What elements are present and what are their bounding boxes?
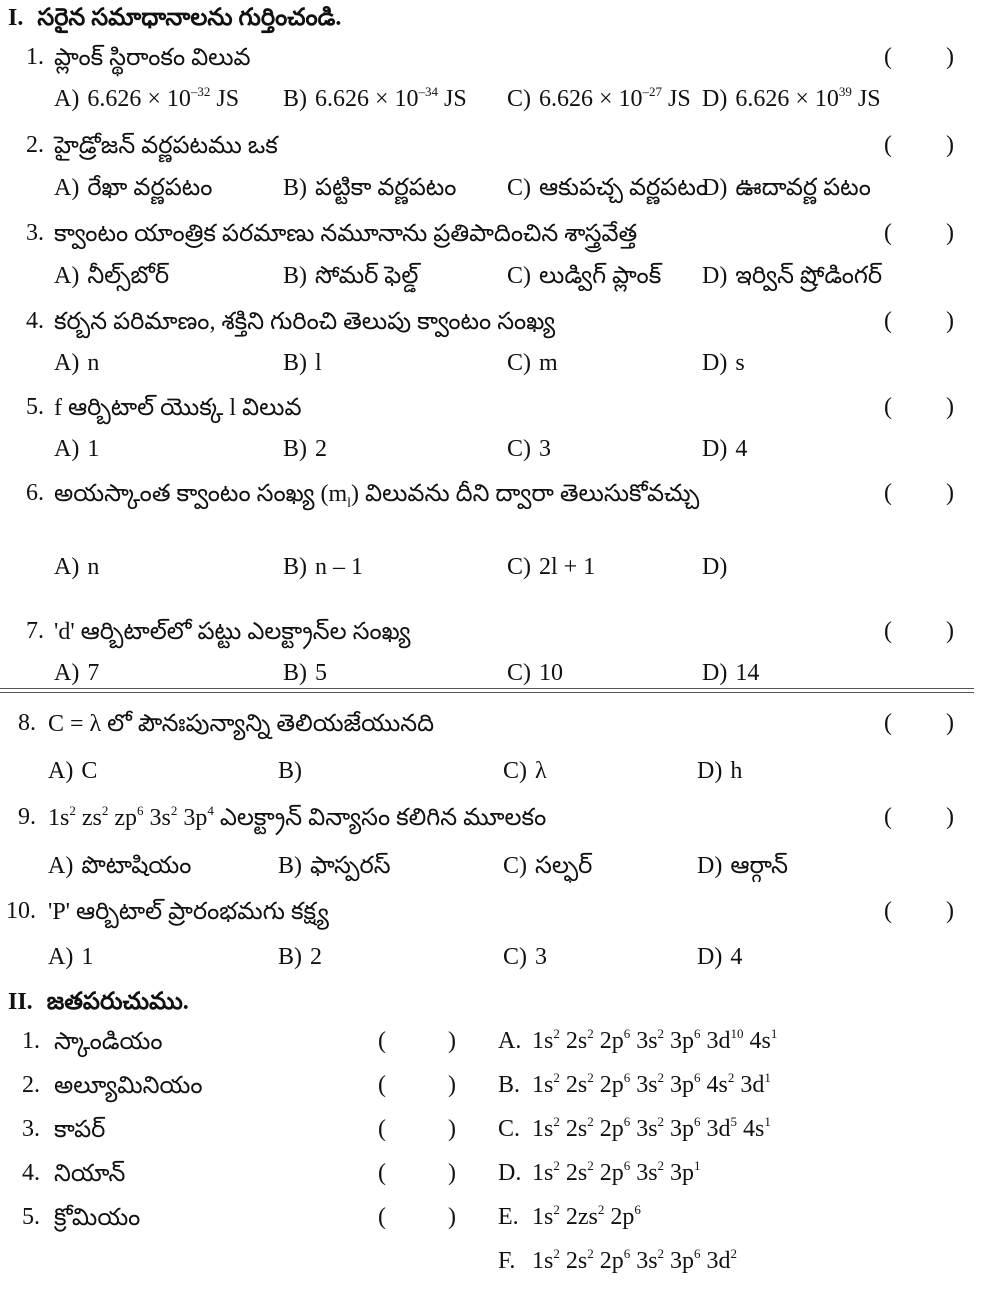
option-b: B) పట్టికా వర్ణపటం — [283, 175, 457, 201]
orbital-electrons: 1 — [694, 1158, 701, 1173]
match-number: 1. — [22, 1028, 40, 1054]
orbital-electrons: 6 — [694, 1114, 701, 1129]
option-d: D) 4 — [702, 436, 748, 462]
orbital: 4s — [749, 1028, 771, 1054]
option-d: D) s — [702, 350, 745, 376]
question-number: 4. — [26, 308, 44, 334]
orbital-electrons: 1 — [770, 1026, 778, 1041]
orbital-electrons: 2 — [657, 1114, 665, 1129]
orbital-electrons: 6 — [634, 1202, 641, 1217]
option-c: C) లుడ్విగ్ ప్లాంక్ — [507, 263, 662, 289]
orbital-electrons: 5 — [730, 1114, 738, 1129]
option-c: C) 3 — [503, 944, 547, 970]
orbital: 3s — [636, 1248, 658, 1274]
match-row-4: 4. నియాన్ ( ) D. $1s^2$ $2s^2$ $2p^6$ $3s^2$ $3p^1$ — [0, 1160, 1000, 1200]
option-d: D) $6.626 \times 10^{39}$ JS — [702, 84, 881, 112]
orbital-electrons: 2 — [657, 1070, 665, 1085]
orbital-electrons: 2 — [657, 1246, 665, 1261]
orbital: 3p — [670, 1116, 695, 1142]
match-number: 5. — [22, 1204, 40, 1230]
orbital-electrons: 2 — [553, 1158, 560, 1173]
option-d: D) ఇర్విన్ ష్రోడింగర్ — [702, 263, 883, 289]
option-a: A) n — [54, 554, 100, 580]
orbital: 3p — [670, 1028, 695, 1054]
option-d: D) 4 — [697, 944, 743, 970]
options-4 — [0, 350, 1000, 384]
option-a: A) 1 — [54, 436, 100, 462]
orbital: 1s — [532, 1116, 554, 1142]
option-b: B) 2 — [283, 436, 327, 462]
orbital: 1s — [532, 1028, 554, 1054]
orbital-electrons: 2 — [587, 1026, 594, 1041]
option-a: A) రేఖా వర్ణపటం — [54, 175, 213, 201]
orbital-electrons: 2 — [101, 803, 109, 818]
option-d: D) ఊదావర్ణ పటం — [702, 175, 871, 201]
section-1-roman: I. — [8, 5, 24, 31]
orbital: 2s — [565, 1248, 588, 1274]
options-3 — [0, 262, 1000, 296]
orbital: 1s — [48, 805, 70, 831]
orbital-electrons: 6 — [694, 1026, 701, 1041]
option-a: A) నీల్స్‌బోర్ — [54, 263, 170, 289]
orbital-electrons: 2 — [597, 1202, 605, 1217]
match-config — [532, 1248, 737, 1275]
match-number: 2. — [22, 1072, 40, 1098]
option-d: D) ఆర్గాన్ — [697, 853, 788, 879]
orbital: 3p — [670, 1160, 695, 1186]
option-b: B) $6.626 \times 10^{-34}$ JS — [283, 84, 467, 112]
options-9 — [0, 852, 1000, 886]
orbital-electrons: 2 — [170, 803, 178, 818]
match-number: 3. — [22, 1116, 40, 1142]
orbital: 1s — [532, 1072, 554, 1098]
question-9: 9. $1s^2$ $zs^2$ $zp^6$ $3s^2$ $3p^4$ ఎలక్ట్రాన్ విన్యాసం కలిగిన మూలకం ( ) — [0, 804, 1000, 838]
options-1 — [0, 86, 1000, 120]
orbital: 3p — [670, 1248, 695, 1274]
orbital: 3p — [670, 1072, 695, 1098]
option-b: B) — [278, 758, 302, 784]
orbital: zp — [114, 805, 137, 831]
match-row-1: 1. స్కాండియం ( ) A. $1s^2$ $2s^2$ $2p^6$ $3s^2$ $3p^6$ $3d^{10}$ $4s^1$ — [0, 1028, 1000, 1068]
options-5 — [0, 436, 1000, 470]
match-config — [532, 1160, 701, 1187]
orbital: 1s — [532, 1248, 554, 1274]
options-8 — [0, 758, 1000, 792]
option-a: A) 7 — [54, 660, 100, 686]
options-6 — [0, 554, 1000, 588]
orbital-electrons: 10 — [730, 1026, 744, 1041]
question-8: 8. C = λ లో పౌనఃపున్యాన్ని తెలియజేయునది ( ) — [0, 710, 1000, 744]
match-item: నియాన్ — [54, 1161, 126, 1187]
orbital: 2p — [599, 1028, 624, 1054]
match-item: అల్యూమినియం — [54, 1073, 203, 1099]
match-item: కాపర్ — [54, 1117, 106, 1143]
question-text: C = λ లో పౌనఃపున్యాన్ని తెలియజేయునది — [48, 711, 435, 737]
option-a: A) n — [54, 350, 100, 376]
orbital-electrons: 1 — [764, 1070, 771, 1085]
orbital: 2p — [610, 1204, 635, 1230]
match-item: స్కాండియం — [54, 1029, 163, 1055]
orbital: 3s — [636, 1116, 658, 1142]
question-number: 7. — [26, 618, 44, 644]
orbital: 2p — [599, 1072, 624, 1098]
orbital-electrons: 2 — [553, 1070, 560, 1085]
option-d: D) 14 — [702, 660, 760, 686]
option-b: B) n – 1 — [283, 554, 363, 580]
question-text: 'd' ఆర్బిటాల్‌లో పట్టు ఎలక్ట్రాన్‌ల సంఖ్య — [54, 619, 411, 645]
orbital: 3s — [636, 1028, 658, 1054]
orbital: 3d — [706, 1116, 731, 1142]
match-key: E. — [498, 1204, 519, 1230]
option-a: A) $6.626 \times 10^{-32}$ JS — [54, 84, 240, 112]
option-a: A) C — [48, 758, 98, 784]
orbital-electrons: 6 — [694, 1070, 701, 1085]
match-config — [532, 1028, 777, 1055]
question-number: 1. — [26, 44, 44, 70]
orbital-electrons: 2 — [553, 1202, 560, 1217]
option-b: B) ఫాస్పరస్ — [278, 853, 391, 879]
match-row-5: 5. క్రోమియం ( ) E. $1s^2$ $2zs^2$ $2p^6$ — [0, 1204, 1000, 1244]
orbital: zs — [81, 805, 102, 831]
option-c: C) ఆకుపచ్చ వర్ణపటం — [507, 175, 709, 201]
question-text: అయస్కాంత క్వాంటం సంఖ్య $(m_l)$ విలువను దీని ద్వారా తెలుసుకోవచ్చు — [54, 481, 700, 511]
orbital-electrons: 2 — [727, 1070, 735, 1085]
orbital: 3s — [149, 805, 171, 831]
orbital-electrons: 4 — [207, 803, 214, 818]
orbital: 2s — [565, 1028, 588, 1054]
section-2-heading: జతపరుచుము. — [46, 989, 189, 1015]
question-5: 5. f ఆర్బిటాల్ యొక్క l విలువ ( ) — [0, 394, 1000, 428]
option-b: B) l — [283, 350, 322, 376]
question-text: $1s^2$ $zs^2$ $zp^6$ $3s^2$ $3p^4$ ఎలక్ట్రాన్ విన్యాసం కలిగిన మూలకం — [48, 803, 547, 831]
orbital-electrons: 2 — [587, 1246, 594, 1261]
match-config — [532, 1204, 641, 1231]
orbital: 3s — [636, 1072, 658, 1098]
question-number: 10. — [6, 898, 36, 924]
question-number: 3. — [26, 220, 44, 246]
option-c: C) 3 — [507, 436, 551, 462]
orbital: 3d — [706, 1028, 731, 1054]
match-key: A. — [498, 1028, 522, 1054]
orbital: 1s — [532, 1160, 554, 1186]
orbital-electrons: 6 — [694, 1246, 701, 1261]
orbital-electrons: 2 — [69, 803, 76, 818]
orbital: 3d — [706, 1248, 731, 1274]
orbital-electrons: 2 — [587, 1114, 594, 1129]
section-1-title — [8, 4, 341, 37]
orbital-electrons: 6 — [623, 1026, 631, 1041]
match-row-2: 2. అల్యూమినియం ( ) B. $1s^2$ $2s^2$ $2p^6$ $3s^2$ $3p^6$ $4s^2$ $3d^1$ — [0, 1072, 1000, 1112]
section-2-roman: II. — [8, 989, 33, 1015]
option-d: D) h — [697, 758, 743, 784]
option-c: C) m — [507, 350, 558, 376]
match-config — [532, 1072, 771, 1099]
question-text: 'P' ఆర్బిటాల్ ప్రారంభమగు కక్ష్య — [48, 899, 329, 925]
orbital-electrons: 2 — [553, 1026, 560, 1041]
orbital: 3p — [183, 805, 208, 831]
question-1: 1. ప్లాంక్ స్థిరాంకం విలువ ( ) — [0, 44, 1000, 78]
orbital: 2p — [599, 1160, 624, 1186]
question-text: క్వాంటం యాంత్రిక పరమాణు నమూనాను ప్రతిపాదించిన శాస్త్రవేత్త — [54, 221, 638, 247]
option-a: A) 1 — [48, 944, 94, 970]
match-key: F. — [498, 1248, 516, 1274]
orbital: 2p — [599, 1248, 624, 1274]
orbital-electrons: 2 — [587, 1158, 594, 1173]
orbital-electrons: 2 — [553, 1246, 560, 1261]
option-b: B) 2 — [278, 944, 322, 970]
question-4: 4. కర్బన పరిమాణం, శక్తిని గురించి తెలుపు క్వాంటం సంఖ్య ( ) — [0, 308, 1000, 342]
orbital: 2s — [565, 1072, 588, 1098]
question-number: 2. — [26, 132, 44, 158]
option-c: C) సల్ఫర్ — [503, 853, 593, 879]
orbital: 1s — [532, 1204, 554, 1230]
orbital-electrons: 1 — [764, 1114, 771, 1129]
orbital: 3s — [636, 1160, 658, 1186]
orbital: 2p — [599, 1116, 624, 1142]
match-key: B. — [498, 1072, 521, 1098]
options-10 — [0, 944, 1000, 978]
question-3: 3. క్వాంటం యాంత్రిక పరమాణు నమూనాను ప్రతిపాదించిన శాస్త్రవేత్త ( ) — [0, 220, 1000, 254]
options-2 — [0, 174, 1000, 208]
question-6: 6. అయస్కాంత క్వాంటం సంఖ్య $(m_l)$ విలువను దీని ద్వారా తెలుసుకోవచ్చు ( ) — [0, 480, 1000, 514]
option-a: A) పొటాషియం — [48, 853, 192, 879]
option-b: B) సోమర్ ఫెల్డ్ — [283, 263, 419, 289]
orbital: 3d — [740, 1072, 765, 1098]
match-number: 4. — [22, 1160, 40, 1186]
question-number: 6. — [26, 480, 44, 506]
match-key: D. — [498, 1160, 522, 1186]
orbital-electrons: 2 — [730, 1246, 738, 1261]
orbital: 4s — [743, 1116, 765, 1142]
option-d: D) — [702, 554, 728, 580]
question-text: ప్లాంక్ స్థిరాంకం విలువ — [54, 45, 251, 71]
section-2-title — [8, 988, 189, 1021]
electron-config — [48, 805, 214, 831]
question-10: 10. 'P' ఆర్బిటాల్ ప్రారంభమగు కక్ష్య ( ) — [0, 898, 1000, 932]
match-item: క్రోమియం — [54, 1205, 141, 1231]
question-number: 8. — [18, 710, 36, 736]
orbital-electrons: 2 — [553, 1114, 560, 1129]
question-text: కర్బన పరిమాణం, శక్తిని గురించి తెలుపు క్వాంటం సంఖ్య — [54, 309, 556, 335]
orbital-electrons: 2 — [657, 1158, 665, 1173]
orbital: 2s — [565, 1116, 588, 1142]
orbital-electrons: 6 — [623, 1158, 631, 1173]
question-2: 2. హైడ్రోజన్ వర్ణపటము ఒక ( ) — [0, 132, 1000, 166]
option-c: C) 10 — [507, 660, 563, 686]
section-1-heading: సరైన సమాధానాలను గుర్తించండి. — [37, 5, 342, 31]
page-divider — [0, 688, 974, 693]
option-c: C) $6.626 \times 10^{-27}$ JS — [507, 84, 691, 112]
match-config — [532, 1116, 771, 1143]
question-number: 5. — [26, 394, 44, 420]
option-c: C) 2l + 1 — [507, 554, 596, 580]
option-b: B) 5 — [283, 660, 327, 686]
orbital: 2zs — [565, 1204, 598, 1230]
orbital: 2s — [565, 1160, 588, 1186]
orbital-electrons: 6 — [137, 803, 144, 818]
question-7: 7. 'd' ఆర్బిటాల్‌లో పట్టు ఎలక్ట్రాన్‌ల సంఖ్య ( ) — [0, 618, 1000, 652]
orbital-electrons: 6 — [623, 1070, 631, 1085]
question-text: హైడ్రోజన్ వర్ణపటము ఒక — [54, 133, 278, 159]
orbital-electrons: 6 — [623, 1114, 631, 1129]
match-key: C. — [498, 1116, 521, 1142]
orbital-electrons: 6 — [623, 1246, 631, 1261]
orbital-electrons: 2 — [587, 1070, 594, 1085]
option-c: C) λ — [503, 758, 547, 784]
match-row-6 — [0, 1248, 1000, 1288]
question-number: 9. — [18, 804, 36, 830]
question-text: f ఆర్బిటాల్ యొక్క l విలువ — [54, 395, 302, 421]
match-row-3: 3. కాపర్ ( ) C. $1s^2$ $2s^2$ $2p^6$ $3s^2$ $3p^6$ $3d^5$ $4s^1$ — [0, 1116, 1000, 1156]
orbital: 4s — [706, 1072, 728, 1098]
orbital-electrons: 2 — [657, 1026, 665, 1041]
